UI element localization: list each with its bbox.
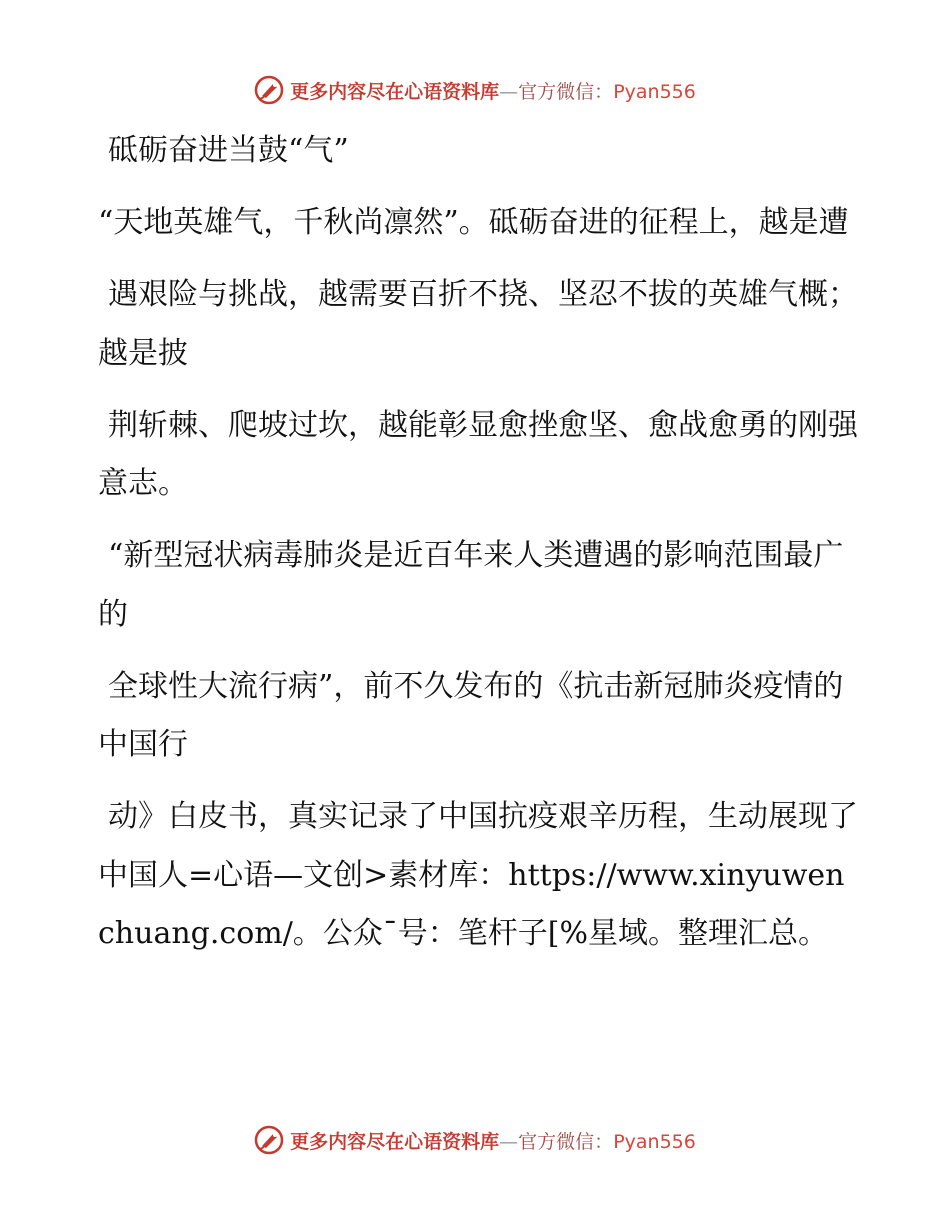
banner-wechat-label: 官方微信：	[518, 80, 614, 103]
banner-separator: —	[499, 80, 519, 103]
paragraph-text: “新型冠状病毒肺炎是近百年来人类遭遇的影响范围最广的	[98, 538, 844, 632]
document-title	[98, 122, 858, 181]
paragraph-text: 荆斩棘、爬坡过坎，越能彰显愈挫愈坚、愈战愈勇的刚强意志。	[98, 407, 858, 501]
banner-main-text: 更多内容尽在心语资料库	[290, 1130, 500, 1153]
banner-text	[290, 77, 696, 104]
paragraph	[98, 194, 858, 253]
banner-wechat-id: Pyan556	[613, 1130, 696, 1153]
pen-nib-logo-icon	[254, 1125, 284, 1155]
paragraph	[98, 658, 858, 775]
paragraph-text: 遇艰险与挑战，越需要百折不挠、坚忍不拔的英雄气概；越是披	[98, 277, 858, 371]
banner-separator: —	[499, 1130, 519, 1153]
document-body	[98, 122, 858, 964]
banner-text	[290, 1127, 696, 1154]
paragraph	[98, 788, 858, 964]
paragraph-text: 砥砺奋进当鼓“气”	[108, 133, 349, 168]
paragraph-text: 动》白皮书，真实记录了中国抗疫艰辛历程，生动展现了中国人=心语—文创>素材库：https://www.xinyuwenchuang.com/。公众¯号：笔杆子[%星域。整理汇总。	[98, 799, 858, 951]
pen-nib-logo-icon	[254, 75, 284, 105]
paragraph-text: “天地英雄气，千秋尚凛然”。砥砺奋进的征程上，越是遭	[98, 205, 849, 240]
paragraph	[98, 527, 858, 644]
banner-wechat-id: Pyan556	[613, 80, 696, 103]
footer-banner	[0, 1120, 950, 1160]
paragraph-text: 全球性大流行病”，前不久发布的《抗击新冠肺炎疫情的中国行	[98, 668, 844, 762]
header-banner	[0, 70, 950, 110]
banner-main-text: 更多内容尽在心语资料库	[290, 80, 500, 103]
banner-wechat-label: 官方微信：	[518, 1130, 614, 1153]
paragraph	[98, 397, 858, 514]
paragraph	[98, 266, 858, 383]
